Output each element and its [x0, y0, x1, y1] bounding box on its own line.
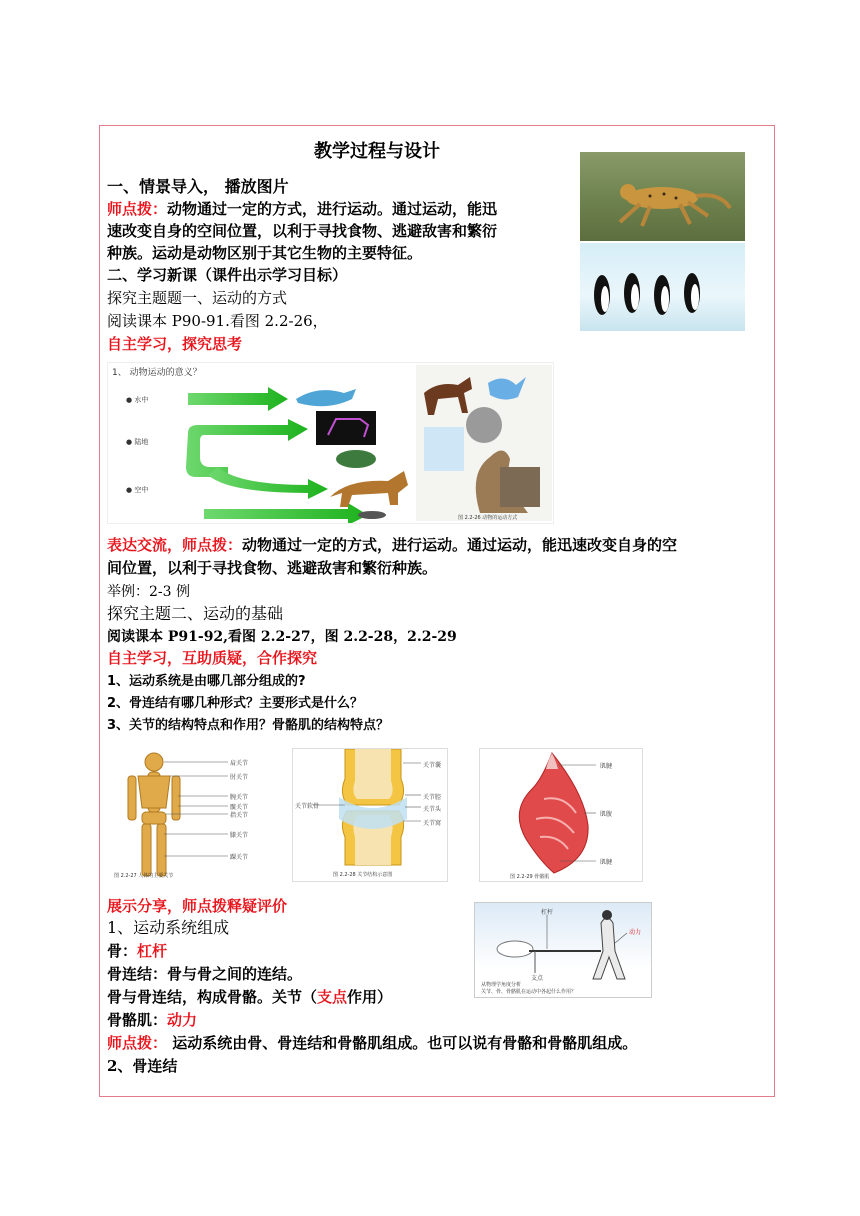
dolphin-icon [296, 389, 356, 406]
lever-figure: 杠杆 支点 动力 从物理学角度分析 关节、骨、骨骼肌在运动中各起什么作用？ [474, 902, 652, 998]
question-2: 2、骨连结有哪几种形式？主要形式是什么？ [107, 696, 364, 711]
self-study-label: 自主学习，探究思考 [107, 335, 243, 353]
page-title: 教学过程与设计 [314, 141, 440, 162]
intro-line-1: 师点拨：动物通过一定的方式，进行运动。通过运动，能迅 [107, 200, 498, 218]
cooperate-label: 自主学习，互助质疑，合作探究 [107, 649, 318, 667]
bone-joint-heading: 2、骨连结 [107, 1057, 178, 1075]
express-line-2: 间位置，以利于寻找食物、逃避敌害和繁衍种族。 [107, 559, 438, 577]
summary-line: 师点拨： 运动系统由骨、骨连结和骨骼肌组成。也可以说有骨骼和骨骼肌组成。 [107, 1034, 638, 1052]
turtle-icon [336, 450, 376, 468]
question-1: 1、运动系统是由哪几部分组成的? [107, 674, 306, 689]
dog-icon [330, 471, 408, 507]
bone-line: 骨：杠杆 [107, 942, 168, 960]
express-line-1: 表达交流，师点拨：动物通过一定的方式，进行运动。通过运动，能迅速改变自身的空 [107, 536, 678, 554]
label-land: ● 陆地 [126, 438, 149, 446]
label-water: ● 水中 [126, 396, 149, 404]
muscle-icon [480, 749, 643, 882]
question-3: 3、关节的结构特点和作用？骨骼肌的结构特点？ [107, 718, 390, 733]
snake-icon [500, 467, 540, 507]
muscle-figure: 肌腱 肌腹 肌腱 图 2.2-29 骨骼肌 [479, 748, 643, 882]
penguins-icon [580, 243, 745, 331]
motion-arrows [108, 363, 554, 524]
joint-line: 骨连结：骨与骨之间的连结。 [107, 965, 303, 983]
reading1: 阅读课本 P90-91.看图 2.2-26， [107, 312, 328, 330]
muscle-line: 骨骼肌：动力 [107, 1011, 198, 1029]
motion-caption: 图 2.2-26 动物的运动方式 [458, 515, 518, 521]
example: 举例：2-3 例 [107, 584, 190, 600]
fish-icon [424, 427, 464, 471]
motion-figure [107, 362, 554, 524]
reading2: 阅读课本 P91-92,看图 2.2-27，图 2.2-28，2.2-29 [107, 629, 457, 645]
skeleton-figure: 肩关节 肘关节 腕关节 髋关节 指关节 膝关节 踝关节 图 2.2-27 人体的主要关节 [108, 748, 262, 882]
share-label: 展示分享，师点拨释疑评价 [107, 897, 288, 915]
topic2: 探究主题二、运动的基础 [107, 604, 284, 623]
system-heading: 1、运动系统组成 [107, 918, 230, 937]
rock-icon [466, 407, 502, 443]
intro-line-3: 种族。运动是动物区别于其它生物的主要特征。 [107, 244, 423, 262]
motion-question: 1、 动物运动的意义？ [112, 368, 202, 378]
section1-heading: 一、情景导入， 播放图片 [107, 177, 289, 196]
intro-line-2: 速改变自身的空间位置，以利于寻找食物、逃避敌害和繁衍 [107, 222, 498, 240]
cheetah-photo [580, 152, 745, 241]
section2-heading: 二、学习新课（课件出示学习目标） [107, 266, 348, 284]
label-air: ● 空中 [126, 486, 149, 494]
cheetah-icon [580, 152, 745, 241]
joint-figure: 关节囊 关节腔 关节头 关节窝 关节软骨 图 2.2-28 关节结构示意图 [292, 748, 448, 882]
topic1: 探究主题题一、运动的方式 [107, 289, 288, 307]
penguins-photo [580, 243, 745, 331]
bird-icon [358, 511, 386, 519]
skeleton-line: 骨与骨连结，构成骨骼。关节（支点作用） [107, 988, 393, 1006]
